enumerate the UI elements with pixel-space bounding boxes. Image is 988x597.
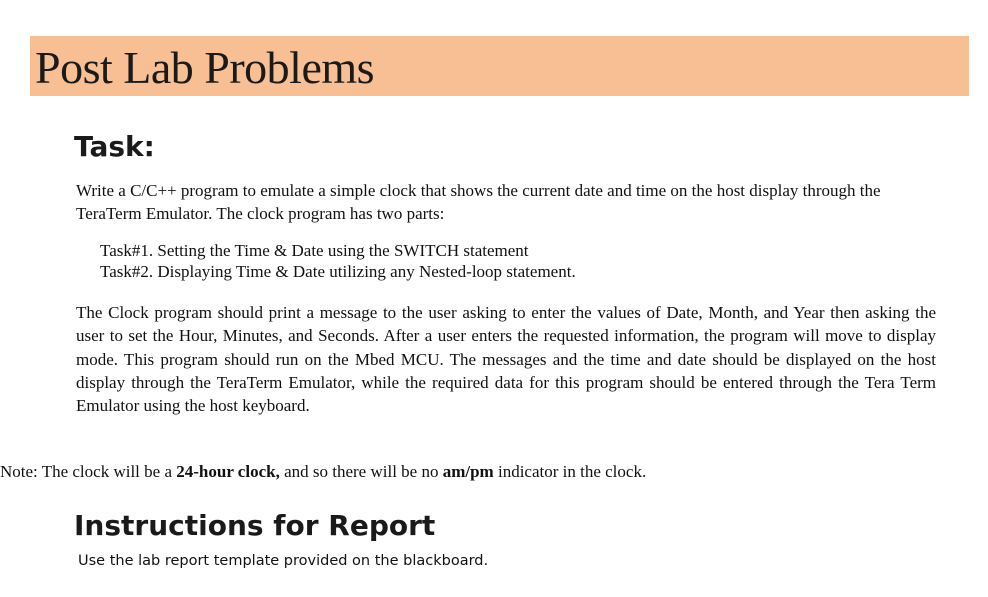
intro-paragraph: Write a C/C++ program to emulate a simple clock that shows the current date and time on the host display through the TeraTerm Emulator. The clock program has two parts: — [76, 181, 881, 223]
task-list — [100, 240, 576, 282]
note-middle: and so there will be no — [279, 462, 443, 481]
note-suffix: indicator in the clock. — [493, 462, 647, 481]
task-item-2: Task#2. Displaying Time & Date utilizing any Nested-loop statement. — [100, 262, 576, 281]
task-item-1: Task#1. Setting the Time & Date using the SWITCH statement — [100, 241, 529, 260]
note-bold-am-pm: am/pm — [442, 462, 494, 481]
instructions-heading: Instructions for Report — [74, 509, 436, 542]
note-paragraph — [0, 462, 646, 482]
clock-description-paragraph: The Clock program should print a message to the user asking to enter the values of Date, Month, and Year then asking the user to set the Hour, Minutes, and Seconds. After a user enters the requested information, the program will move to display mode. This program should run on the Mbed MCU. The messages and the time and date should be displayed on the host display through the TeraTerm Emulator, while the required data for this program should be entered through the Tera Term Emulator using the host keyboard. — [76, 303, 936, 416]
page-title: Post Lab Problems — [35, 42, 375, 93]
task-heading: Task: — [74, 130, 155, 163]
note-bold-24-hour: 24-hour clock, — [176, 462, 280, 481]
title-banner — [30, 36, 969, 96]
report-instructions-text: Use the lab report template provided on the blackboard. — [78, 553, 489, 569]
note-prefix: Note: The clock will be a — [0, 462, 177, 481]
